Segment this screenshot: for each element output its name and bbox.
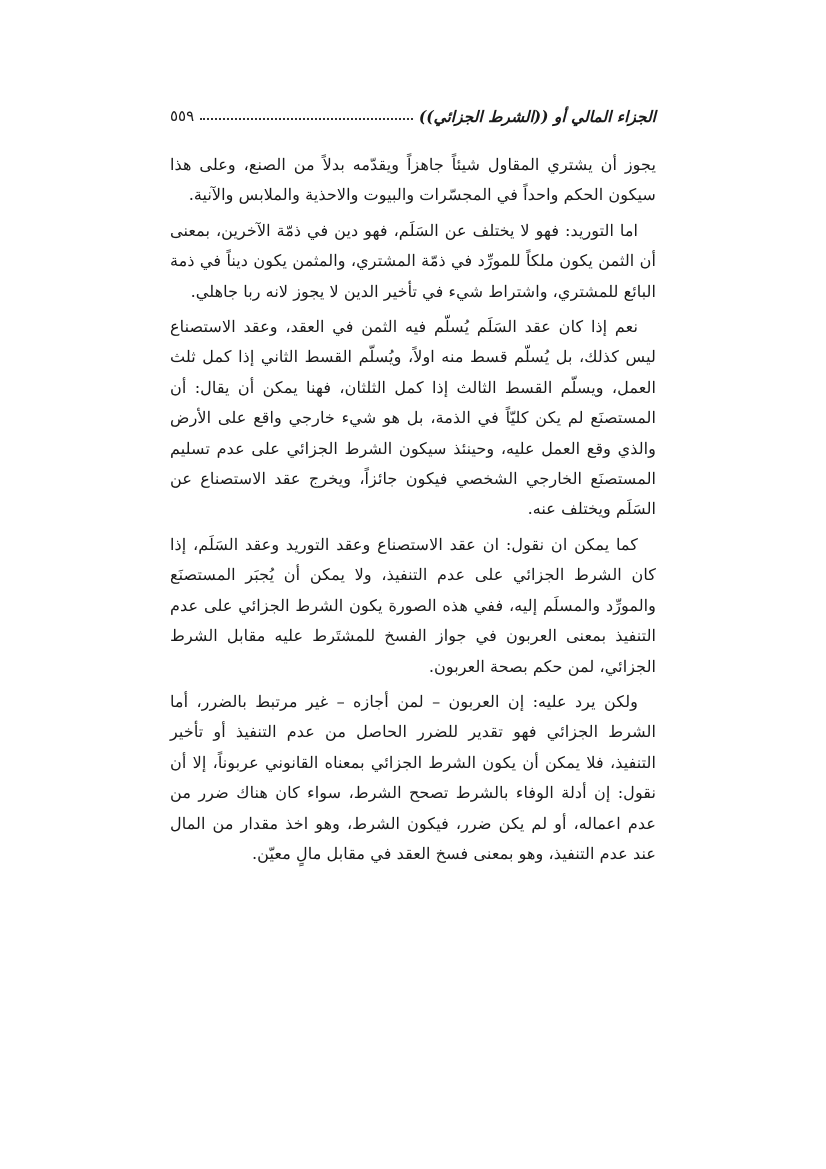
paragraph-2: اما التوريد: فهو لا يختلف عن السَلَم، فهو دين في ذمّة الآخرين، بمعنى أن الثمن يكون ملكاً للمورِّد في ذمّة المشتري، والمثمن يكون ديناً في ذمة البائع للمشتري، واشتراط شيء في تأخير الدين لا يجوز لانه ربا جاهلي. <box>170 220 656 301</box>
header-dot-leader <box>200 117 413 120</box>
paragraph-1: يجوز أن يشتري المقاول شيئاً جاهزاً ويقدّمه بدلاً من الصنع، وعلى هذا سيكون الحكم واحداً في المجسّرات والبيوت والاحذية والملابس والآنية. <box>170 155 656 205</box>
paragraph-3: نعم إذا كان عقد السَلَم يُسلّم فيه الثمن في العقد، وعقد الاستصناع ليس كذلك، بل يُسلّم قسط منه اولاً، ويُسلّم القسط الثاني إذا كمل ثلث العمل، ويسلّم القسط الثالث إذا كمل الثلثان، فهنا يمكن أن يقال: أن المستصنَع لم يكن كليّاً في الذمة، بل هو شيء خارجي واقع على الأرض والذي وقع العمل عليه، وحينئذ سيكون الشرط الجزائي على عدم تسليم المستصنَع الخارجي الشخصي فيكون جائزاً، ويخرج عقد الاستصناع عن السَلَم ويختلف عنه. <box>170 317 656 519</box>
page-number: ٥٥٩ <box>170 107 195 125</box>
paragraph-5: ولكن يرد عليه: إن العربون – لمن أجازه – غير مرتبط بالضرر، أما الشرط الجزائي فهو تقدير للضرر الحاصل من عدم التنفيذ أو تأخير التنفيذ، فلا يمكن أن يكون الشرط الجزائي بمعناه القانوني عربوناً، إلا أن نقول: إن أدلة الوفاء بالشرط تصحح الشرط، سواء كان هناك ضرر من عدم اعماله، أو لم يكن ضرر، فيكون الشرط، وهو اخذ مقدار من المال عند عدم التنفيذ، وهو بمعنى فسخ العقد في مقابل مالٍ معيّن. <box>170 691 656 863</box>
header-title: الجزاء المالي أو ((الشرط الجزائي)) <box>418 106 656 126</box>
paragraph-4: كما يمكن ان نقول: ان عقد الاستصناع وعقد التوريد وعقد السَلَم، إذا كان الشرط الجزائي على عدم التنفيذ، ولا يمكن أن يُجبَر المستصنَع والمورِّد والمسلَم إليه، ففي هذه الصورة يكون الشرط الجزائي على عدم التنفيذ بمعنى العربون في جواز الفسخ للمشتَرط عليه مقابل الشرط الجزائي، لمن حكم بصحة العربون. <box>170 534 656 676</box>
page <box>170 92 656 874</box>
running-header <box>170 92 656 124</box>
body-text <box>170 150 656 869</box>
